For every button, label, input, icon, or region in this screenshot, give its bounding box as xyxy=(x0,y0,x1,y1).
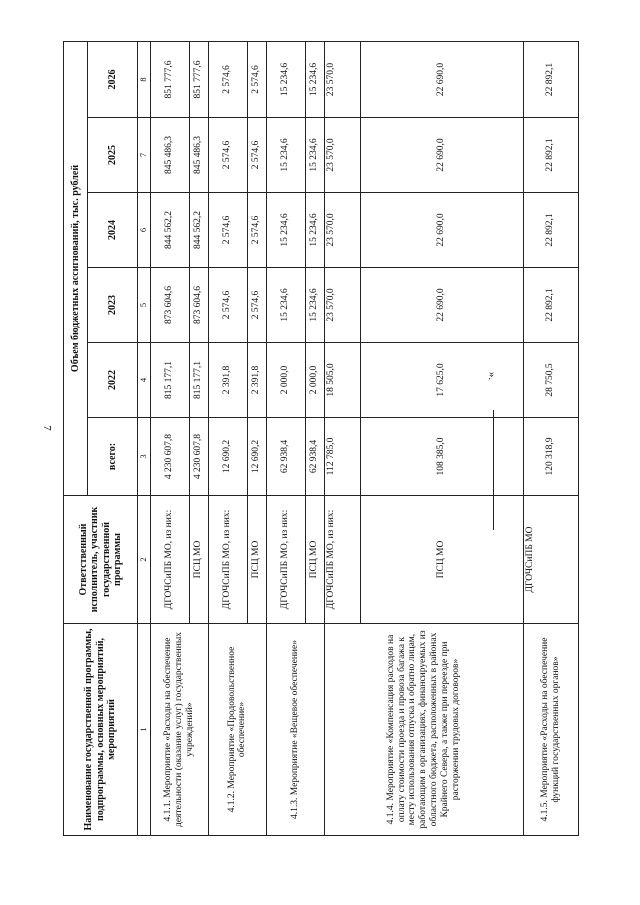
executor: ПСЦ МО xyxy=(247,496,266,624)
value-year: 22 892,1 xyxy=(523,41,578,117)
value-year: 22 690,0 xyxy=(360,193,523,268)
executor: ДГОЧСиПБ МО, из них: xyxy=(208,496,247,624)
value-total: 4 230 607,8 xyxy=(189,418,208,496)
executor: ПСЦ МО xyxy=(360,496,523,624)
header-year: 2026 xyxy=(88,41,138,117)
value-year: 15 234,6 xyxy=(305,193,324,268)
column-number: 4 xyxy=(138,343,151,418)
value-total: 62 938,4 xyxy=(266,418,305,496)
table-row xyxy=(523,41,578,835)
value-year: 815 177,1 xyxy=(189,343,208,418)
budget-table-landscape xyxy=(63,42,579,836)
value-year: 15 234,6 xyxy=(266,268,305,343)
value-year: 2 391,8 xyxy=(208,343,247,418)
value-year: 15 234,6 xyxy=(266,118,305,193)
header-year: 2022 xyxy=(88,343,138,418)
column-number: 5 xyxy=(138,268,151,343)
value-year: 23 570,0 xyxy=(324,118,360,193)
executor: ПСЦ МО xyxy=(189,496,208,624)
closing-rule xyxy=(493,410,494,530)
value-year: 2 391,8 xyxy=(247,343,266,418)
value-year: 2 000,0 xyxy=(266,343,305,418)
value-total: 12 690,2 xyxy=(247,418,266,496)
value-year: 23 570,0 xyxy=(324,268,360,343)
value-year: 844 562,2 xyxy=(189,193,208,268)
value-year: 23 570,0 xyxy=(324,193,360,268)
value-year: 15 234,6 xyxy=(305,118,324,193)
value-year: 15 234,6 xyxy=(305,41,324,117)
executor: ДГОЧСиПБ МО, из них: xyxy=(324,496,360,624)
executor: ПСЦ МО xyxy=(305,496,324,624)
table-row xyxy=(151,41,190,835)
header-name: Наименование государственной программы, подпрограммы, основных мероприятий, мероприятий xyxy=(64,624,138,836)
value-total: 108 385,0 xyxy=(360,418,523,496)
value-year: 851 777,6 xyxy=(189,41,208,117)
table-row xyxy=(324,41,360,835)
value-year: 15 234,6 xyxy=(266,41,305,117)
header-budget: Объем бюджетных ассигнований, тыс. рублей xyxy=(64,41,88,495)
value-year: 2 574,6 xyxy=(208,193,247,268)
value-year: 2 574,6 xyxy=(247,193,266,268)
table-row xyxy=(208,41,247,835)
value-year: 15 234,6 xyxy=(305,268,324,343)
page-number: 7 xyxy=(40,425,53,431)
measure-name: 4.1.5. Мероприятие «Расходы на обеспечение функций государственных органов» xyxy=(523,624,578,836)
value-year: 23 570,0 xyxy=(324,41,360,117)
value-year: 845 486,3 xyxy=(151,118,190,193)
value-year: 22 690,0 xyxy=(360,41,523,117)
measure-name: 4.1.1. Мероприятие «Расходы на обеспечение деятельности (оказание услуг) государственных учреждений» xyxy=(151,624,209,836)
column-number: 6 xyxy=(138,193,151,268)
value-year: 2 574,6 xyxy=(208,268,247,343)
value-year: 15 234,6 xyxy=(266,193,305,268)
value-total: 112 785,0 xyxy=(324,418,360,496)
table-row xyxy=(266,41,305,835)
budget-table xyxy=(63,41,579,836)
column-number: 7 xyxy=(138,118,151,193)
value-total: 120 318,9 xyxy=(523,418,578,496)
value-total: 62 938,4 xyxy=(305,418,324,496)
value-total: 4 230 607,8 xyxy=(151,418,190,496)
value-year: 28 750,5 xyxy=(523,343,578,418)
executor: ДГОЧСиПБ МО xyxy=(523,496,578,624)
value-year: 2 574,6 xyxy=(208,41,247,117)
measure-name: 4.1.3. Мероприятие «Вещевое обеспечение» xyxy=(266,624,324,836)
closing-quote-mark: ». xyxy=(486,371,499,381)
value-year: 2 574,6 xyxy=(247,118,266,193)
header-year: 2025 xyxy=(88,118,138,193)
value-year: 22 892,1 xyxy=(523,193,578,268)
value-year: 873 604,6 xyxy=(189,268,208,343)
header-executor: Ответственный исполнитель, участник государственной программы xyxy=(64,496,138,624)
value-year: 844 562,2 xyxy=(151,193,190,268)
value-year: 2 000,0 xyxy=(305,343,324,418)
value-year: 845 486,3 xyxy=(189,118,208,193)
column-number: 8 xyxy=(138,41,151,117)
measure-name: 4.1.2. Мероприятие «Продовольственное обеспечение» xyxy=(208,624,266,836)
value-year: 2 574,6 xyxy=(247,41,266,117)
value-year: 22 690,0 xyxy=(360,268,523,343)
column-number: 3 xyxy=(138,418,151,496)
measure-name: 4.1.4. Мероприятие «Компенсация расходов на оплату стоимости проезда и провоза багажа к месту использования отпуска и обратно лицам, работающим в организациях, финансируемых из областного бюджета, расположенных в районах Крайнего Севера, а также при переезде при расторжении трудовых договоров» xyxy=(324,624,523,836)
column-number: 1 xyxy=(138,624,151,836)
value-year: 815 177,1 xyxy=(151,343,190,418)
value-total: 12 690,2 xyxy=(208,418,247,496)
header-total: всего: xyxy=(88,418,138,496)
executor: ДГОЧСиПБ МО, из них: xyxy=(266,496,305,624)
value-year: 22 892,1 xyxy=(523,118,578,193)
value-year: 18 505,0 xyxy=(324,343,360,418)
value-year: 22 892,1 xyxy=(523,268,578,343)
value-year: 2 574,6 xyxy=(247,268,266,343)
value-year: 2 574,6 xyxy=(208,118,247,193)
value-year: 22 690,0 xyxy=(360,118,523,193)
column-number: 2 xyxy=(138,496,151,624)
value-year: 851 777,6 xyxy=(151,41,190,117)
value-year: 17 625,0 xyxy=(360,343,523,418)
value-year: 873 604,6 xyxy=(151,268,190,343)
executor: ДГОЧСиПБ МО, из них: xyxy=(151,496,190,624)
header-year: 2023 xyxy=(88,268,138,343)
header-year: 2024 xyxy=(88,193,138,268)
